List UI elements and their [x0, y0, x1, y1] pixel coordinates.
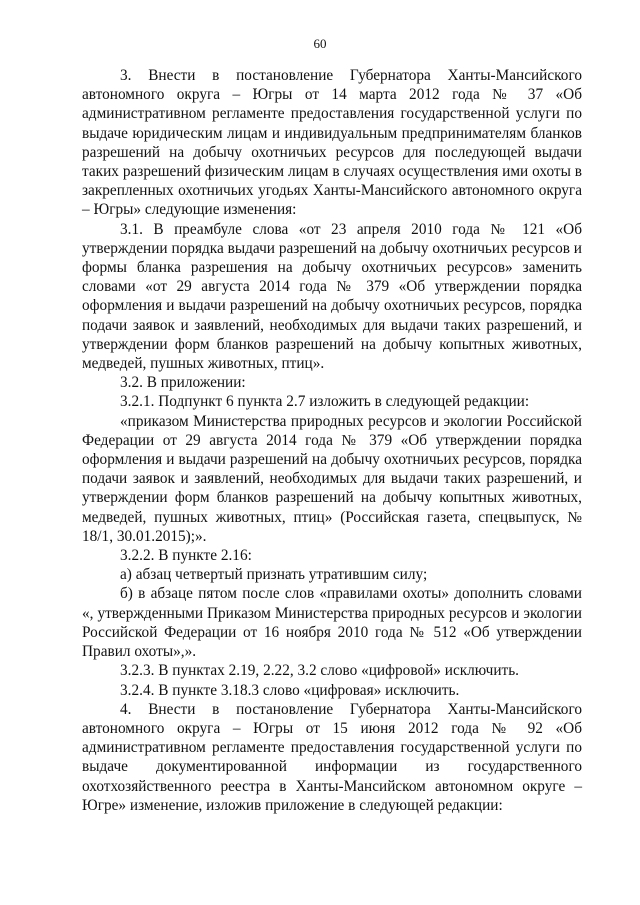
paragraph-item-3-2-2: 3.2.2. В пункте 2.16:	[120, 547, 252, 565]
paragraph-quoted-text: «приказом Министерства природных ресурсов и экологии Российской Федерации от 29 августа 2014 года № 379 «Об утверждении порядка оформления и выдачи разрешений на добычу охотничьих ресурсов, порядка подачи заявок и заявлений, необходимых для выдачи таких разрешений, и утверждении форм бланков разрешений на добычу копытных животных, медведей, пушных животных, птиц» (Российская газета, спецвыпуск, № 18/1, 30.01.2015);».	[82, 412, 582, 545]
document-body	[82, 66, 582, 815]
paragraph-subitem-b: б) в абзаце пятом после слов «правилами охоты» дополнить словами «, утвержденными Приказом Министерства природных ресурсов и экологии Российской Федерации от 16 ноября 2010 года № 512 «Об утверждении Правил охоты»,».	[82, 585, 582, 661]
paragraph-subitem-a: а) абзац четвертый признать утратившим силу;	[120, 566, 428, 584]
paragraph-item-3-2-3: 3.2.3. В пунктах 2.19, 2.22, 3.2 слово «цифровой» исключить.	[120, 662, 520, 680]
page-number: 60	[313, 36, 327, 51]
paragraph-item-3-2: 3.2. В приложении:	[120, 374, 246, 392]
paragraph-item-4: 4. Внести в постановление Губернатора Ханты-Мансийского автономного округа – Югры от 15 июня 2012 года № 92 «Об административном регламенте предоставления государственной услуги по выдаче документированной информации из государственного охотхозяйственного реестра в Ханты-Мансийском автономном округе – Югре» изменение, изложив приложение в следующей редакции:	[82, 700, 582, 814]
paragraph-item-3-2-1: 3.2.1. Подпункт 6 пункта 2.7 изложить в следующей редакции:	[120, 393, 530, 411]
paragraph-item-3: 3. Внести в постановление Губернатора Ханты-Мансийского автономного округа – Югры от 14 марта 2012 года № 37 «Об административном регламенте предоставления государственной услуги по выдаче юридическим лицам и индивидуальным предпринимателям бланков разрешений на добычу охотничьих ресурсов для последующей выдачи таких разрешений физическим лицам в случаях осуществления ими охоты в закрепленных охотничьих угодьях Ханты-Мансийского автономного округа – Югры» следующие изменения:	[82, 67, 582, 219]
paragraph-item-3-2-4: 3.2.4. В пункте 3.18.3 слово «цифровая» исключить.	[120, 681, 460, 699]
paragraph-item-3-1: 3.1. В преамбуле слова «от 23 апреля 2010 года № 121 «Об утверждении порядка выдачи разрешений на добычу охотничьих ресурсов и формы бланка разрешения на добычу охотничьих ресурсов» заменить словами «от 29 августа 2014 года № 379 «Об утверждении порядка оформления и выдачи разрешений на добычу охотничьих ресурсов, порядка подачи заявок и заявлений, необходимых для выдачи таких разрешений, и утверждении форм бланков разрешений на добычу копытных животных, медведей, пушных животных, птиц».	[82, 220, 582, 373]
